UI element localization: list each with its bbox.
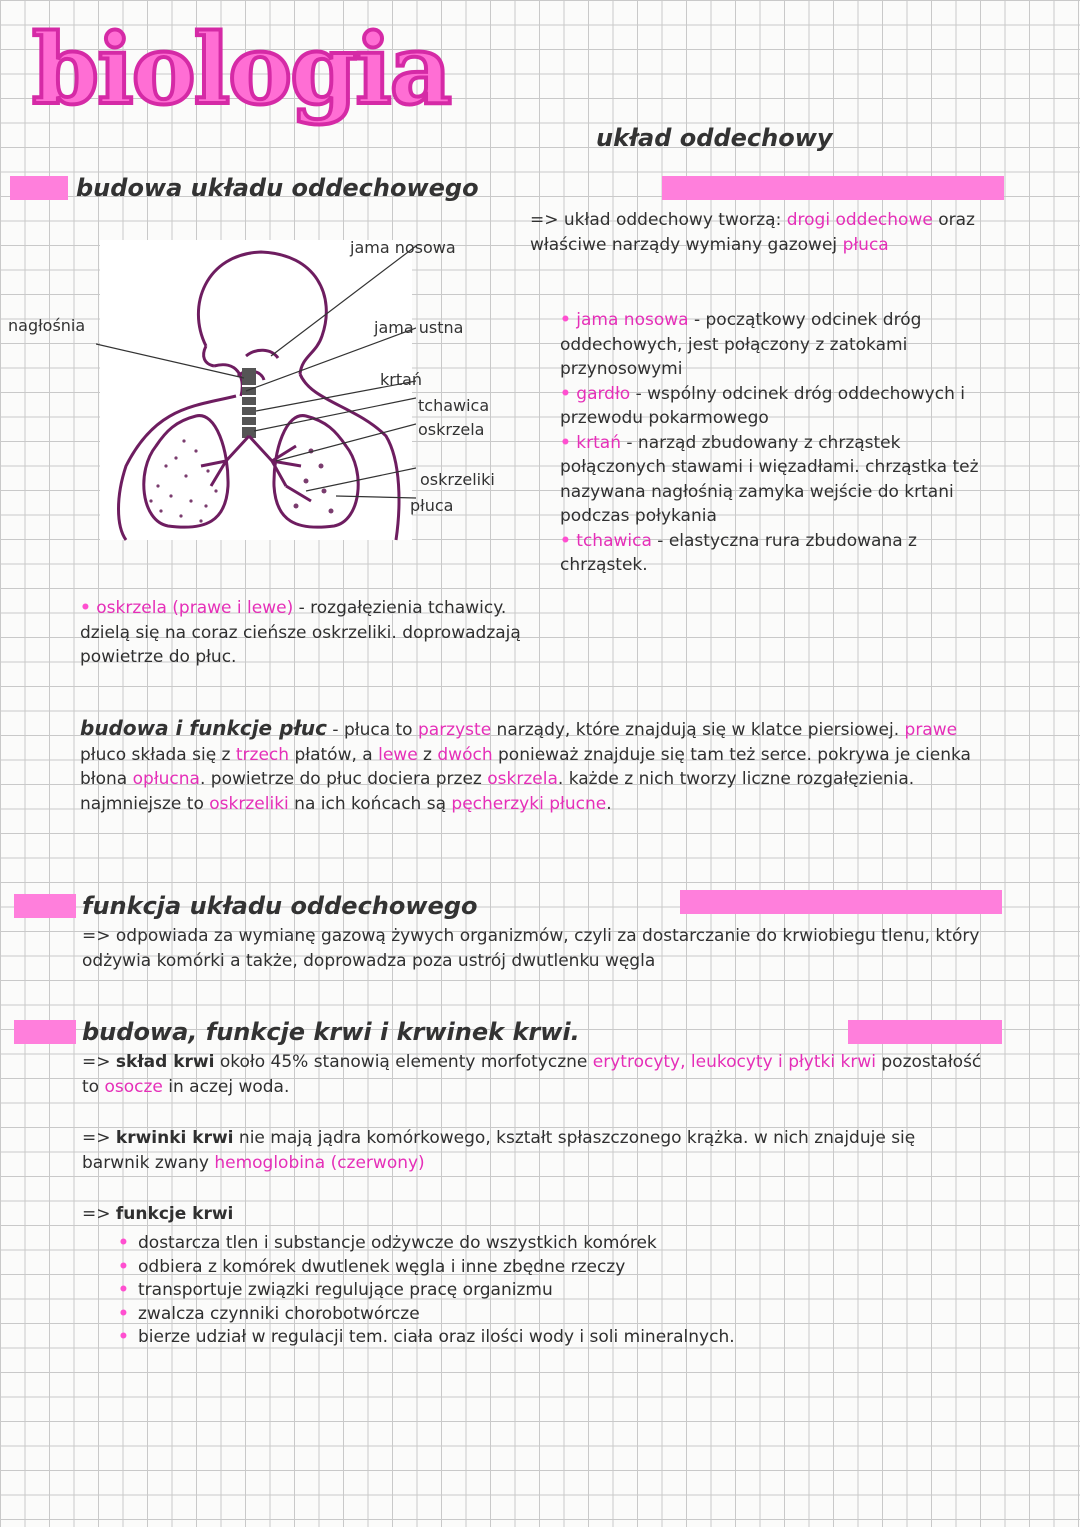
- section-heading-funkcja: funkcja układu oddechowego: [82, 892, 478, 920]
- label-naglosnia: nagłośnia: [8, 316, 86, 335]
- page-title: biologia: [32, 13, 450, 126]
- page-subtitle: układ oddechowy: [596, 124, 833, 152]
- intro-text: oraz właściwe narządy wymiany gazowej: [530, 210, 975, 255]
- item-jama-nosowa: • jama nosowa - początkowy odcinek dróg oddechowych, jest połączony z zatokami przynosowymi: [560, 310, 922, 379]
- blood-functions-list: [110, 1232, 1000, 1350]
- list-item: • transportuje związki regulujące pracę organizmu: [110, 1279, 1000, 1303]
- respiratory-system-diagram: [96, 236, 416, 546]
- list-item: • zwalcza czynniki chorobotwórcze: [110, 1303, 1000, 1327]
- item-oskrzela: • oskrzela (prawe i lewe) - rozgałęzienia tchawicy. dzielą się na coraz cieńsze oskrzeliki. doprowadzają powietrze do płuc.: [80, 598, 521, 667]
- section-budowa-pluc: budowa i funkcje płuc - płuca to parzyste narządy, które znajdują się w klatce piersiowej. prawe płuco składa się z trzech płatów, a lewe z dwóch ponieważ znajduje się tam też serce. pokrywa je cienka błona opłucna. powietrze do płuc dociera przez oskrzela. każde z nich tworzy liczne rozgałęzienia. najmniejsze to oskrzeliki na ich końcach są pęcherzyki płucne.: [80, 716, 971, 814]
- list-item: • dostarcza tlen i substancje odżywcze do wszystkich komórek: [110, 1232, 1000, 1256]
- section-heading-krew: budowa, funkcje krwi i krwinek krwi.: [82, 1018, 580, 1046]
- intro-highlight: płuca: [842, 234, 889, 255]
- heading-marker: [14, 894, 76, 918]
- item-tchawica: • tchawica - elastyczna rura zbudowana z chrząstek.: [560, 530, 917, 575]
- list-item: • odbiera z komórek dwutlenek węgla i inne zbędne rzeczy: [110, 1256, 1000, 1280]
- label-oskrzeliki: oskrzeliki: [420, 470, 495, 489]
- section-heading-pluca: budowa i funkcje płuc: [80, 716, 327, 740]
- arrow: =>: [530, 210, 559, 230]
- item-krtan: • krtań - narząd zbudowany z chrząstek połączonych stawami i więzadłami. chrząstka też nazywana nagłośnią zamyka wejście do krtani podczas połykania: [560, 432, 979, 526]
- blood-cells: => krwinki krwi nie mają jądra komórkowego, kształt spłaszczonego krążka. w nich znajduje się barwnik zwany hemoglobina (czerwony): [82, 1128, 916, 1173]
- heading-marker: [14, 1020, 76, 1044]
- section3-text: => odpowiada za wymianę gazową żywych organizmów, czyli za dostarczanie do krwiobiegu tlenu, który odżywia komórki a także, doprowadza poza ustrój dwutlenku węgla: [82, 926, 980, 971]
- section1-intro: [530, 208, 1000, 257]
- label-oskrzela: oskrzela: [418, 420, 485, 439]
- label-krtan: krtań: [380, 370, 423, 389]
- heading-marker: [848, 1020, 1002, 1044]
- heading-marker: [10, 176, 68, 200]
- label-jama-nosowa: jama nosowa: [350, 238, 456, 257]
- label-tchawica: tchawica: [418, 396, 490, 415]
- item-gardlo: • gardło - wspólny odcinek dróg oddechowych i przewodu pokarmowego: [560, 383, 965, 428]
- blood-functions-heading: => funkcje krwi: [82, 1204, 234, 1224]
- larynx-trachea: [242, 368, 256, 438]
- label-jama-ustna: jama ustna: [374, 318, 464, 337]
- intro-text: układ oddechowy tworzą:: [563, 210, 782, 230]
- label-pluca: płuca: [410, 496, 454, 515]
- airway-items: [560, 308, 1000, 578]
- section-heading-budowa: budowa układu oddechowego: [76, 174, 479, 202]
- blood-composition: => skład krwi około 45% stanowią elementy morfotyczne erytrocyty, leukocyty i płytki krwi pozostałość to osocze in aczej woda.: [82, 1052, 982, 1097]
- list-item: • bierze udział w regulacji tem. ciała oraz ilości wody i soli mineralnych.: [110, 1326, 1000, 1350]
- heading-marker: [680, 890, 1002, 914]
- heading-marker: [662, 176, 1004, 200]
- intro-highlight: drogi oddechowe: [786, 210, 933, 230]
